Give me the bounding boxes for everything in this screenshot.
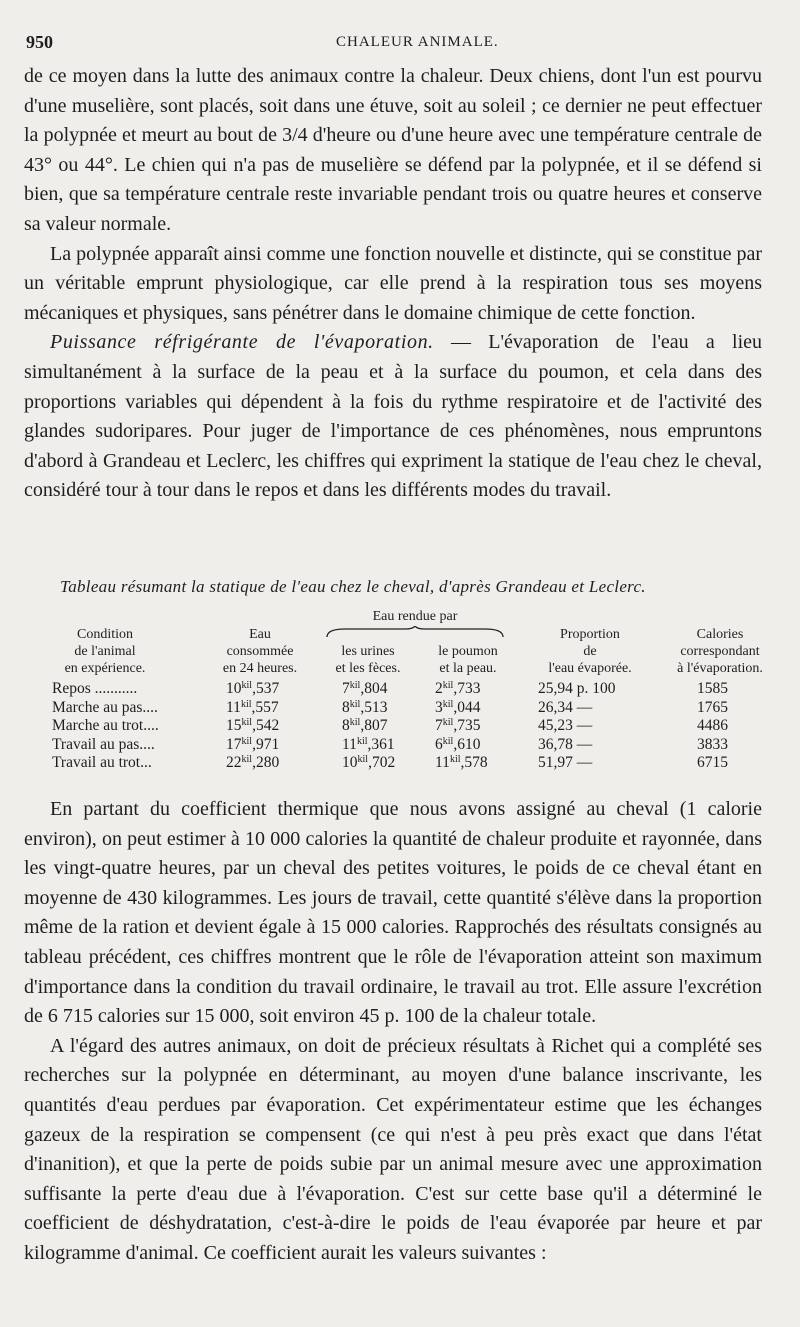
cell-poumon-integer: 7 — [435, 717, 443, 734]
unit-kil: kil — [442, 680, 454, 691]
cell-eau-decimal: ,557 — [251, 698, 279, 716]
cell-poumon-integer: 11 — [435, 754, 450, 771]
row-label: Repos ........... — [52, 680, 138, 697]
cell-poumon-integer: 6 — [435, 735, 443, 753]
cell-poumon-decimal: ,610 — [453, 735, 481, 753]
cell-urines-integer: 8 — [342, 717, 350, 734]
cell-proportion: 26,34 — — [538, 698, 593, 716]
cell-eau — [226, 736, 279, 754]
cell-poumon — [435, 680, 480, 698]
text-block-bottom — [24, 795, 762, 1269]
cell-urines-integer: 11 — [342, 735, 357, 753]
cell-calories: 6715 — [697, 754, 728, 771]
cell-proportion: 36,78 — — [538, 735, 593, 753]
header-eau — [210, 626, 310, 677]
cell-eau-decimal: ,971 — [252, 735, 280, 753]
cell-poumon — [435, 754, 488, 772]
cell-urines-decimal: ,702 — [368, 754, 396, 771]
paragraph-evaporation-text: — L'évaporation de l'eau a lieu simultanément à la surface de la peau et à la surface du poumon, et cela dans des proportions variables qui dépendent à la fois du rythme respiratoire et de l'activité des glandes sudoripares. Pour juger de l'importance de ces phénomènes, nous empruntons d'abord à Grandeau et Leclerc, les chiffres qui expriment la statique de l'eau chez le cheval, considéré tour à tour dans le repos et dans les différents modes du travail. — [24, 331, 762, 502]
header-urines-line1: les urines — [341, 644, 395, 659]
cell-calories: 3833 — [697, 735, 728, 753]
header-condition — [50, 626, 160, 677]
unit-kil: kil — [442, 717, 454, 728]
header-poumon-line2: et la peau. — [439, 661, 497, 676]
unit-kil: kil — [241, 717, 253, 728]
cell-eau-integer: 17 — [226, 735, 242, 753]
unit-kil: kil — [349, 698, 361, 710]
unit-kil: kil — [349, 680, 361, 691]
cell-poumon-decimal: ,735 — [453, 717, 481, 734]
header-proportion-line1: Proportion — [560, 627, 620, 642]
row-label: Travail au pas.... — [52, 735, 155, 753]
cell-proportion: 25,94 p. 100 — [538, 680, 616, 697]
cell-urines-integer: 8 — [342, 698, 350, 716]
cell-calories: 1585 — [697, 680, 728, 697]
header-eau-line2: consommée — [226, 644, 294, 659]
unit-kil: kil — [442, 698, 454, 710]
cell-urines — [342, 754, 395, 772]
cell-poumon-integer: 2 — [435, 680, 443, 697]
unit-kil: kil — [240, 698, 252, 710]
unit-kil: kil — [241, 680, 253, 691]
water-statics-table — [0, 606, 800, 786]
cell-poumon-decimal: ,578 — [460, 754, 488, 771]
cell-urines — [342, 717, 387, 735]
unit-kil: kil — [349, 717, 361, 728]
header-calories-line3: à l'évaporation. — [677, 661, 763, 676]
page-header — [26, 30, 760, 54]
unit-kil: kil — [449, 754, 461, 765]
paragraph-muzzle-dogs: de ce moyen dans la lutte des animaux contre la chaleur. Deux chiens, dont l'un est pourvu d'une muselière, sont placés, soit dans une étuve, soit au soleil ; ce dernier ne peut effectuer la polypnée et meurt au bout de 3/4 d'heure ou d'une heure avec une température centrale de 43° ou 44°. Le chien qui n'a pas de muselière se défend par la polypnée, et il se défend si bien, que sa température centrale reste invariable pendant trois ou quatre heures et conserve sa valeur normale. — [24, 65, 762, 235]
cell-eau-integer: 15 — [226, 717, 242, 734]
unit-kil: kil — [442, 735, 454, 747]
cell-poumon — [435, 699, 480, 717]
paragraph-coefficient-thermique: En partant du coefficient thermique que nous avons assigné au cheval (1 calorie environ), on peut estimer à 10 000 calories la quantité de chaleur produite et rayonnée, dans les vingt-quatre heures, par un cheval des petites voitures, le poids de ce cheval étant en moyenne de 430 kilogrammes. Les jours de travail, cette quantité s'élève dans la proportion même de la ration et devient égale à 15 000 calories. Rapprochés des résultats consignés au tableau précédent, ces chiffres montrent que le rôle de l'évaporation atteint son maximum d'importance dans la condition du travail ordinaire, le travail au trot. Elle assure l'excrétion de 6 715 calories sur 15 000, soit environ 45 p. 100 de la chaleur totale. — [24, 798, 762, 1028]
cell-eau-decimal: ,542 — [252, 717, 280, 734]
cell-eau — [226, 699, 279, 717]
header-condition-line1: Condition — [76, 627, 133, 642]
table-caption: Tableau résumant la statique de l'eau chez le cheval, d'après Grandeau et Leclerc. — [60, 577, 646, 596]
cell-eau-integer: 10 — [226, 680, 242, 697]
cell-urines — [342, 680, 387, 698]
cell-eau-integer: 22 — [226, 754, 242, 771]
header-condition-line3: en expérience. — [64, 661, 146, 676]
cell-poumon — [435, 736, 480, 754]
section-lead-italic: Puissance réfrigérante de l'évaporation. — [50, 331, 434, 354]
row-label: Marche au trot.... — [52, 717, 159, 734]
header-calories — [665, 626, 775, 677]
cell-eau — [226, 754, 279, 772]
cell-eau — [226, 680, 279, 698]
cell-urines-decimal: ,513 — [360, 698, 388, 716]
cell-eau-integer: 11 — [226, 698, 241, 716]
cell-urines-decimal: ,804 — [360, 680, 388, 697]
paragraph-polypnee-function: La polypnée apparaît ainsi comme une fonction nouvelle et distincte, qui se constitue par un véritable emprunt physiologique, car elle prend à la respiration tous ses moyens mécaniques et physiques, sans pénétrer dans le domaine chimique de cette fonction. — [24, 242, 763, 324]
header-poumon-line1: le poumon — [438, 644, 498, 659]
header-calories-line2: correspondant — [680, 644, 760, 659]
header-urines-line2: et les fèces. — [335, 661, 401, 676]
cell-urines — [342, 699, 387, 717]
cell-poumon-decimal: ,044 — [453, 698, 481, 716]
unit-kil: kil — [241, 735, 253, 747]
row-label: Marche au pas.... — [52, 698, 158, 716]
cell-urines — [342, 736, 395, 754]
cell-urines-decimal: ,361 — [367, 735, 395, 753]
header-urines — [318, 643, 418, 677]
cell-urines-integer: 10 — [342, 754, 358, 771]
unit-kil: kil — [357, 754, 369, 765]
cell-calories: 4486 — [697, 717, 728, 734]
cell-poumon — [435, 717, 480, 735]
header-proportion — [530, 626, 650, 677]
cell-eau-decimal: ,537 — [252, 680, 280, 697]
header-calories-line1: Calories — [696, 627, 744, 642]
cell-urines-integer: 7 — [342, 680, 350, 697]
header-proportion-line2: de — [583, 644, 597, 659]
header-eau-line3: en 24 heures. — [222, 661, 298, 676]
row-label: Travail au trot... — [52, 754, 152, 771]
cell-eau — [226, 717, 279, 735]
header-proportion-line3: l'eau évaporée. — [548, 661, 632, 676]
text-block-top — [24, 62, 762, 506]
group-header-eau-rendue: Eau rendue par — [372, 609, 458, 624]
brace-icon — [325, 626, 505, 638]
running-title: CHALEUR ANIMALE. — [336, 34, 499, 50]
header-poumon — [418, 643, 518, 677]
header-eau-line1: Eau — [249, 627, 271, 642]
cell-calories: 1765 — [697, 698, 728, 716]
cell-eau-decimal: ,280 — [252, 754, 280, 771]
cell-poumon-decimal: ,733 — [453, 680, 481, 697]
unit-kil: kil — [356, 735, 368, 747]
paragraph-richet: A l'égard des autres animaux, on doit de précieux résultats à Richet qui a complété ses recherches sur la polypnée en déterminant, au moyen d'une balance inscrivante, les quantités d'eau perdues par évaporation. Cet expérimentateur estime que les échanges gazeux de la respiration se compensent (ce qui n'est à peu près exact que dans l'état d'inanition), et que la perte de poids subie par un animal mesure avec une approximation suffisante la perte d'eau due à l'évaporation. C'est sur cette base qu'il a déterminé le coefficient de déshydratation, c'est-à-dire le poids de l'eau évaporée par heure et par kilogramme d'animal. Ce coefficient aurait les valeurs suivantes : — [24, 1034, 762, 1264]
header-condition-line2: de l'animal — [74, 644, 136, 659]
cell-proportion: 51,97 — — [538, 754, 593, 771]
cell-urines-decimal: ,807 — [360, 717, 388, 734]
page-number: 950 — [26, 32, 53, 52]
unit-kil: kil — [241, 754, 253, 765]
paragraph-evaporation — [24, 328, 762, 506]
cell-proportion: 45,23 — — [538, 717, 593, 734]
cell-poumon-integer: 3 — [435, 698, 443, 716]
